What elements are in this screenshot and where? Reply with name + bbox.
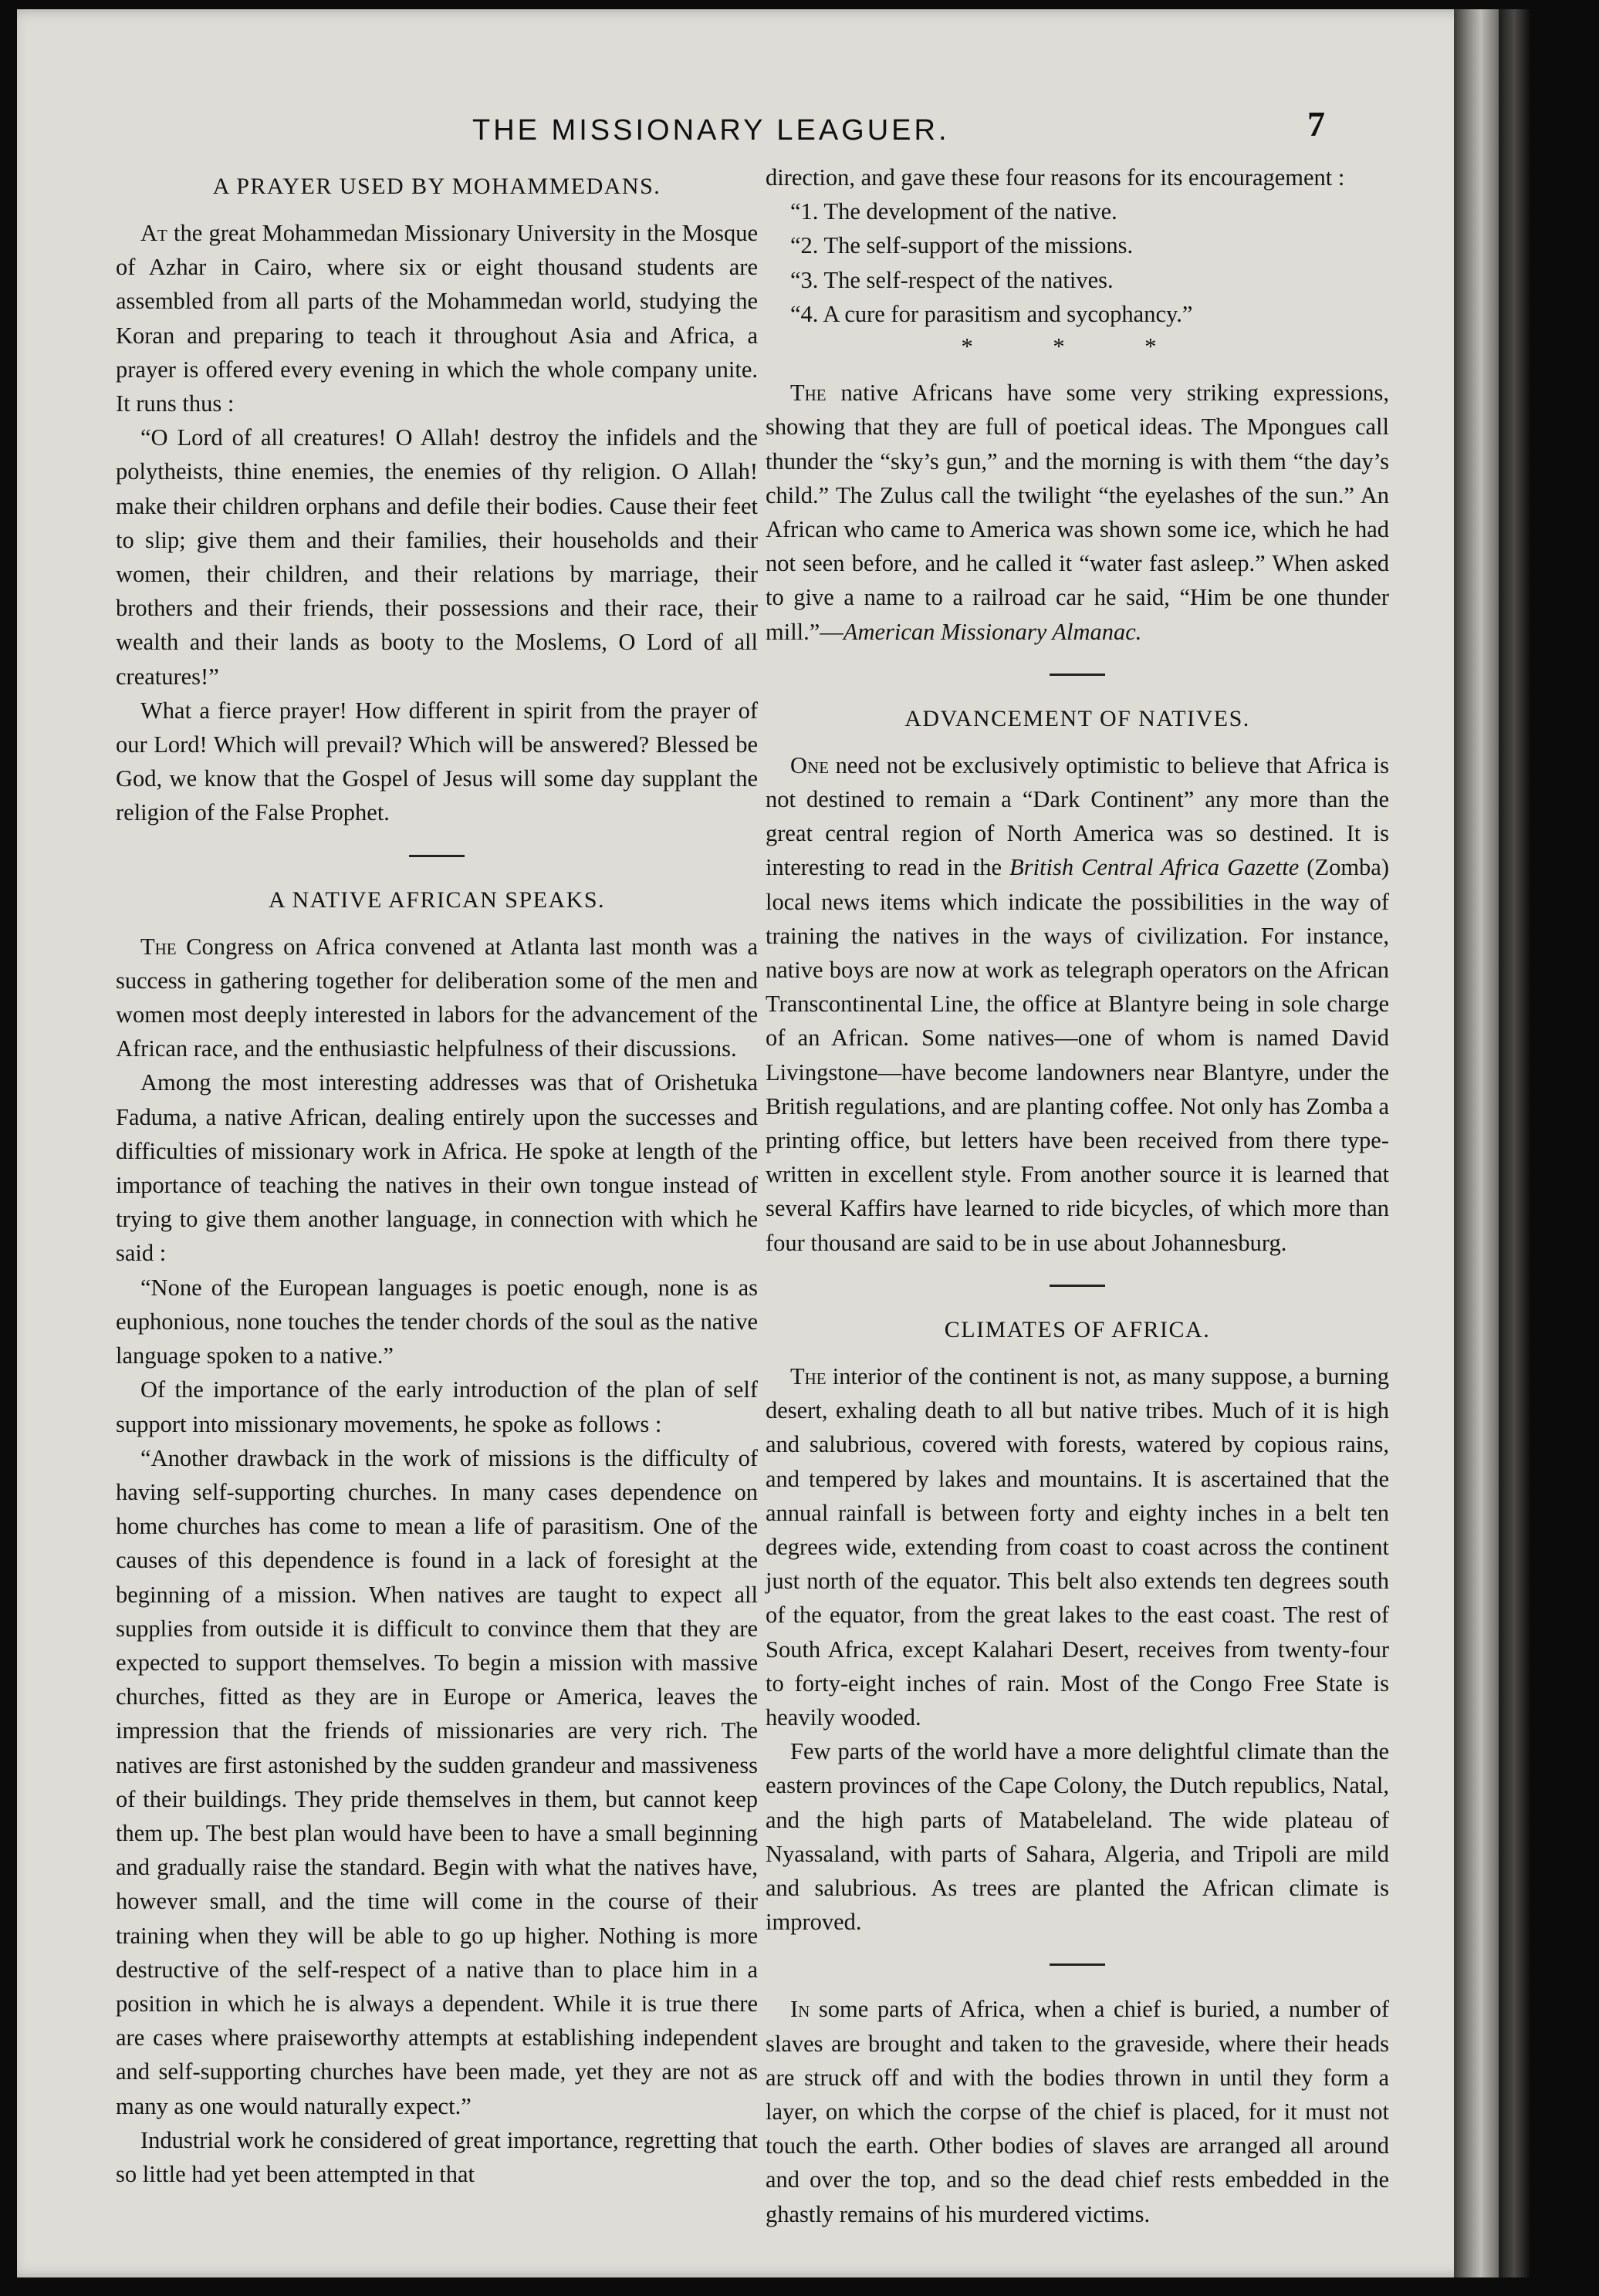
paragraph: direction, and gave these four reasons for its encouragement :: [766, 164, 1345, 191]
drop-word: One: [790, 751, 830, 778]
article-title-prayer: A PRAYER USED BY MOHAMMEDANS.: [212, 174, 661, 199]
running-title: THE MISSIONARY LEAGUER.: [472, 114, 950, 147]
drop-word: In: [790, 1996, 810, 2023]
drop-word: The: [140, 933, 177, 960]
left-column: [116, 170, 758, 2191]
page-number: 7: [1307, 104, 1325, 144]
publication-title: British Central Africa Gazette: [1009, 854, 1300, 881]
paragraph: The Congress on Africa convened at Atlanta last month was a success in gathering together for deliberation some of the men and women most deeply interested in labors for the advancement of the African race, and the enthusiastic helpfulness of their discussions.: [116, 933, 758, 1062]
list-item: “3. The self-respect of the natives.: [790, 266, 1114, 293]
right-column: [766, 160, 1389, 2231]
book-edge: [1454, 9, 1499, 2277]
article-title-native-african: A NATIVE AFRICAN SPEAKS.: [268, 886, 606, 913]
paragraph: “O Lord of all creatures! O Allah! destroy the infidels and the polytheists, thine enemies, the enemies of thy religion. O Allah! make their children orphans and defile their bodies. Cause their feet to slip; give them and their families, their households and their women, their children, and their relations by marriage, their brothers and their friends, their possessions and their race, their wealth and their lands as booty to the Moslems, O Lord of all creatures!”: [116, 424, 758, 690]
page: [17, 9, 1530, 2277]
list-item: “2. The self-support of the missions.: [790, 232, 1134, 259]
paragraph: Among the most interesting addresses was that of Orishetuka Faduma, a native African, dealing entirely upon the successes and difficulties of missionary work in Africa. He spoke at length of the importance of teaching the natives in their own tongue instead of trying to give them another language, in connection with which he said :: [116, 1069, 758, 1267]
list-item: “4. A cure for parasitism and sycophancy.”: [790, 300, 1193, 327]
source-citation: American Missionary Almanac.: [843, 618, 1142, 645]
paragraph: The interior of the continent is not, as many suppose, a burning desert, exhaling death to all but native tribes. Much of it is high and salubrious, covered with forests, watered by copious rains, and tempered by lakes and mountains. It is ascertained that the annual rainfall is between forty and eighty inches in a belt ten degrees wide, extending from coast to coast across the continent just north of the equator. This belt also extends ten degrees south of the equator, from the great lakes to the east coast. The rest of South Africa, except Kalahari Desert, receives from twenty-four to forty-eight inches of rain. Most of the Congo Free State is heavily wooded.: [766, 1362, 1389, 1730]
paragraph: Few parts of the world have a more delightful climate than the eastern provinces of the Cape Colony, the Dutch republics, Natal, and the high parts of Matabeleland. The wide plateau of Nyassaland, with parts of Sahara, Algeria, and Tripoli are mild and salubrious. As trees are planted the African climate is improved.: [766, 1738, 1389, 1936]
paragraph: The native Africans have some very striking expressions, showing that they are full of poetical ideas. The Mpongues call thunder the “sky’s gun,” and the morning is with them “the day’s child.” The Zulus call the twilight “the eyelashes of the sun.” An African who came to America was shown some ice, which he had not seen before, and he called it “water fast asleep.” When asked to give a name to a railroad car he said, “Him be one thunder mill.”—American Missionary Almanac.: [766, 380, 1389, 645]
paragraph: “Another drawback in the work of missions is the difficulty of having self-supporting churches. In many cases dependence on home churches has come to mean a life of parasitism. One of the causes of this dependence is found in a lack of foresight at the beginning of a mission. When natives are taught to expect all supplies from outside it is difficult to convince them that they are expected to support themselves. To begin a mission with massive churches, fitted as they are in Europe or America, leaves the impression that the friends of missionaries are very rich. The natives are first astonished by the sudden grandeur and massiveness of their buildings. They pride themselves in them, but cannot keep them up. The best plan would have been to have a small beginning and gradually raise the standard. Begin with what the natives have, however small, and the time will come in the course of their training when they will be able to go up higher. Nothing is more destructive of the self-respect of a native than to place him in a position in which he is always a dependent. While it is true there are cases where praiseworthy attempts at establishing independent and self-supporting churches have been made, yet they are not as many as one would naturally expect.”: [116, 1444, 758, 2119]
paragraph: Of the importance of the early introduction of the plan of self support into missionary movements, he spoke as follows :: [116, 1376, 758, 1437]
drop-word: The: [790, 1362, 827, 1389]
paragraph: One need not be exclusively optimistic to believe that Africa is not destined to remain a “Dark Continent” any more than the great central region of North America was so destined. It is interesting to read in the British Central Africa Gazette (Zomba) local news items which indicate the possibilities in the way of training the natives in the ways of civilization. For instance, native boys are now at work as telegraph operators on the African Transcontinental Line, the office at Blantyre being in sole charge of an African. Some natives—one of whom is named David Livingstone—have become landowners near Blantyre, under the British regulations, and are planting coffee. Not only has Zomba a printing office, but letters have been received from there type-written in excellent style. From another source it is learned that several Kaffirs have learned to ride bicycles, of which more than four thousand are said to be in use about Johannesburg.: [766, 751, 1389, 1256]
drop-word: At: [140, 220, 167, 246]
drop-word: The: [790, 380, 827, 407]
paragraph: “None of the European languages is poetic enough, none is as euphonious, none touches the tender chords of the soul as the native language spoken to a native.”: [116, 1274, 758, 1369]
asterism-divider: * * *: [961, 333, 1194, 360]
section-divider: [1050, 1285, 1105, 1287]
section-divider: [1050, 1963, 1105, 1966]
paragraph: Industrial work he considered of great importance, regretting that so little had yet been attempted in that: [116, 2126, 758, 2187]
list-item: “1. The development of the native.: [790, 198, 1117, 225]
paragraph: In some parts of Africa, when a chief is buried, a number of slaves are brought and taken to the graveside, where their heads are struck off and with the bodies thrown in until they form a layer, on which the corpse of the chief is placed, for it must not touch the earth. Other bodies of slaves are arranged all around and over the top, and so the dead chief rests embedded in the ghastly remains of his murdered victims.: [766, 1996, 1389, 2227]
section-divider: [1050, 674, 1105, 676]
section-divider: [409, 855, 465, 857]
article-title-climates: CLIMATES OF AFRICA.: [944, 1316, 1211, 1342]
paragraph: What a fierce prayer! How different in spirit from the prayer of our Lord! Which will prevail? Which will be answered? Blessed be God, we know that the Gospel of Jesus will some day supplant the religion of the False Prophet.: [116, 697, 758, 826]
book-binding: [1499, 9, 1530, 2277]
article-title-advancement: ADVANCEMENT OF NATIVES.: [904, 705, 1250, 731]
paragraph: At the great Mohammedan Missionary University in the Mosque of Azhar in Cairo, where six or eight thousand students are assembled from all parts of the Mohammedan world, studying the Koran and preparing to teach it throughout Asia and Africa, a prayer is offered every evening in which the whole company unite. It runs thus :: [116, 220, 758, 417]
